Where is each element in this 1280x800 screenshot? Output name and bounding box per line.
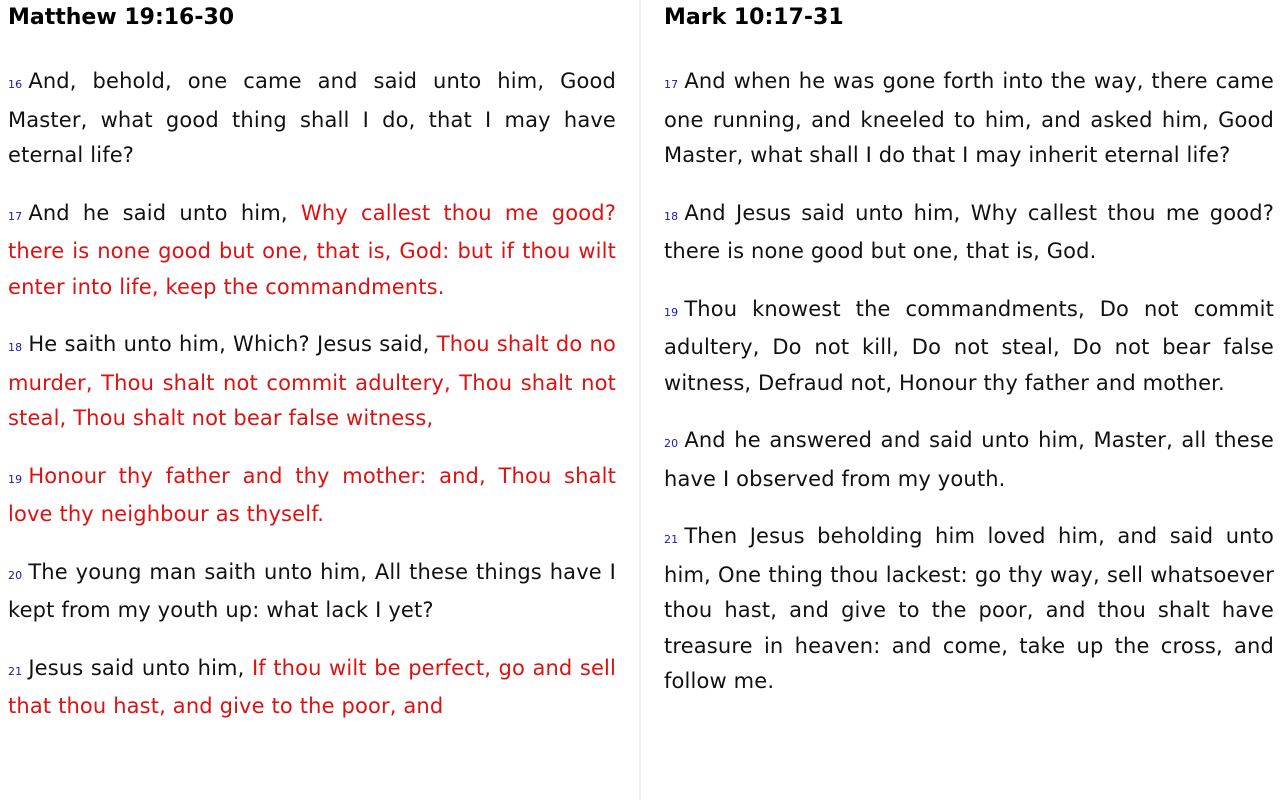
verse-number[interactable]: 21 [664,533,679,546]
verse [8,651,616,725]
verse-number[interactable]: 16 [8,78,23,91]
verse [8,196,616,306]
verse-text: And he answered and said unto him, Master, all these have I observed from my youth. [664,428,1274,491]
words-of-jesus: Thou shalt do no murder, Thou shalt not commit adultery, Thou shalt not steal, Thou shalt not bear false witness, [8,332,616,430]
verse-number[interactable]: 17 [8,209,23,223]
verse-text: Thou knowest the commandments, Do not commit adultery, Do not kill, Do not steal, Do not bear false witness, Defraud not, Honour thy father and mother. [664,296,1274,395]
verse [664,64,1274,174]
verse [8,327,616,437]
words-of-jesus: If thou wilt be perfect, go and sell that thou hast, and give to the poor, and [8,655,616,718]
verse-number[interactable]: 17 [664,78,679,91]
verse-text: Jesus said unto him, [28,655,252,680]
verse-number[interactable]: 19 [8,472,23,486]
verse-text: He saith unto him, Which? Jesus said, [28,332,437,356]
verse-text: Then Jesus beholding him loved him, and said unto him, One thing thou lackest: go thy way, sell whatsoever thou hast, and give to the poor, and thou shalt have treasure in heaven: and come, take up the cross, and follow me. [664,524,1274,693]
verse-text: The young man saith unto him, All these things have I kept from my youth up: what lack I yet? [8,559,616,622]
passage-reference: Matthew 19:16-30 [8,5,235,30]
verse-text: And Jesus said unto him, Why callest thou me good? there is none good but one, that is, God. [664,200,1274,263]
words-of-jesus: Why callest thou me good? there is none good but one, that is, God: but if thou wilt enter into life, keep the commandments. [8,200,616,299]
left-column [8,0,616,800]
verse [664,196,1274,270]
verse [8,64,616,174]
verse-number[interactable]: 19 [664,305,679,319]
verse [8,555,616,629]
verse-number[interactable]: 20 [8,568,23,582]
verse [8,459,616,533]
verse-number[interactable]: 18 [664,209,679,223]
right-column [664,0,1274,800]
verse-number[interactable]: 18 [8,341,23,354]
verse [664,292,1274,402]
verse [664,423,1274,497]
verse-number[interactable]: 20 [664,437,679,450]
verse-text: And when he was gone forth into the way, there came one running, and kneeled to him, and asked him, Good Master, what shall I do that I may inherit eternal life? [664,69,1274,167]
verse-text: And he said unto him, [28,200,301,225]
passage-reference: Mark 10:17-31 [664,5,844,30]
verse-number[interactable]: 21 [8,664,23,678]
verse-text: And, behold, one came and said unto him, Good Master, what good thing shall I do, that I may have eternal life? [8,69,616,167]
verse [664,519,1274,700]
column-divider [639,0,641,800]
words-of-jesus: Honour thy father and thy mother: and, Thou shalt love thy neighbour as thyself. [8,463,616,526]
